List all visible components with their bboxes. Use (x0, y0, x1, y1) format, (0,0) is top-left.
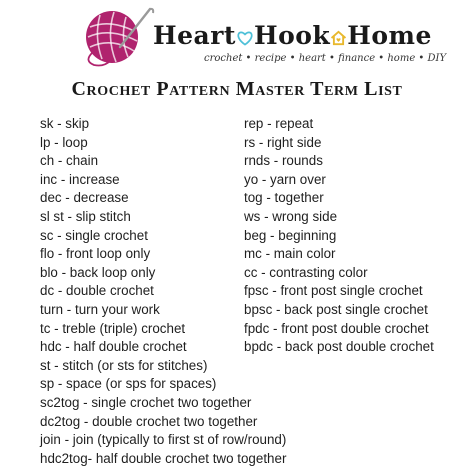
term-item: cc - contrasting color (244, 264, 368, 280)
term-item: dec - decrease (40, 190, 129, 206)
term-item: sk - skip (40, 116, 90, 131)
term-list-right (244, 115, 474, 357)
heart-icon (236, 30, 254, 46)
term-item: bpdc - back post double crochet (244, 339, 434, 355)
house-icon (330, 30, 347, 46)
term-item: sc - single crochet (40, 227, 148, 243)
yarn-ball-icon (80, 5, 156, 67)
term-item: fpdc - front post double crochet (244, 320, 429, 336)
term-item: hdc2tog- half double crochet two together (40, 450, 287, 466)
term-item: st - stitch (or sts for stitches) (40, 357, 208, 373)
term-item: fpsc - front post single crochet (244, 283, 423, 299)
term-item: sp - space (or sps for spaces) (40, 376, 217, 392)
term-item: rep - repeat (244, 116, 314, 131)
brand-name-home: Home (347, 21, 432, 50)
page-title: Crochet Pattern Master Term List (71, 78, 403, 100)
term-item: tog - together (244, 190, 324, 206)
term-item: sl st - slip stitch (40, 208, 131, 224)
term-item: yo - yarn over (244, 171, 326, 187)
term-item: rnds - rounds (244, 153, 323, 169)
term-item: mc - main color (244, 246, 336, 262)
brand-name-hook: Hook (253, 21, 331, 50)
brand-logo (80, 5, 447, 67)
term-item: tc - treble (triple) crochet (40, 320, 186, 336)
term-item: dc - double crochet (40, 283, 154, 299)
term-item: bpsc - back post single crochet (244, 301, 428, 317)
term-item: lp - loop (40, 134, 88, 150)
term-item: ch - chain (40, 153, 99, 169)
brand-name-heart: Heart (153, 21, 236, 50)
term-item: hdc - half double crochet (40, 339, 187, 355)
term-item: inc - increase (40, 171, 120, 187)
brand-tagline: crochet • recipe • heart • finance • home • DIY (204, 53, 447, 64)
term-item: rs - right side (244, 134, 322, 150)
brand-name (153, 23, 432, 48)
term-item: dc2tog - double crochet two together (40, 413, 258, 429)
term-item: sc2tog - single crochet two together (40, 394, 252, 410)
term-item: beg - beginning (244, 227, 337, 243)
term-item: blo - back loop only (40, 264, 156, 280)
term-item: turn - turn your work (40, 301, 160, 317)
term-item: join - join (typically to first st of row/round) (40, 432, 287, 448)
term-item: ws - wrong side (244, 208, 338, 224)
term-item: flo - front loop only (40, 246, 151, 262)
